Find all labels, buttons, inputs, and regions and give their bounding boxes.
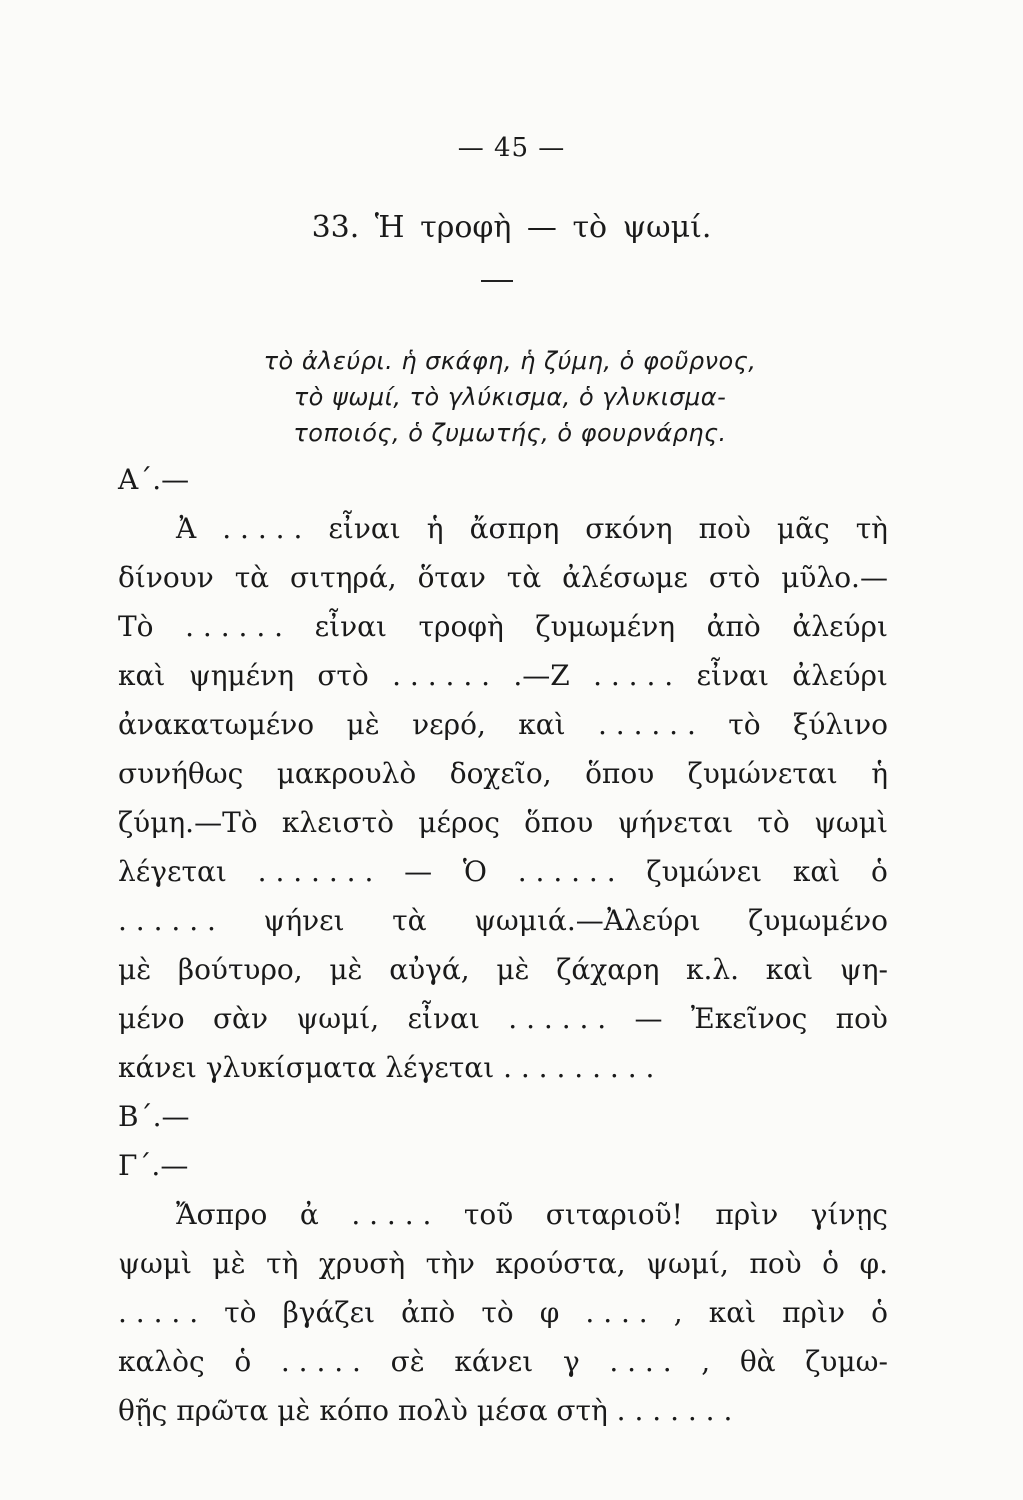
word: ψη-	[839, 953, 888, 986]
word: τὴν	[425, 1247, 475, 1280]
word: κάνει	[454, 1345, 534, 1378]
word: ζυμωμένο	[748, 904, 888, 937]
word: ,	[701, 1345, 711, 1378]
word: . . . . . .	[517, 855, 616, 888]
word: φ.	[859, 1247, 888, 1280]
word: ψημένη	[188, 659, 294, 692]
word: μὲ	[496, 953, 530, 986]
word: ψωμὶ	[813, 806, 888, 839]
word: αὐγά,	[389, 953, 470, 986]
word: τὰ	[234, 561, 270, 594]
word: ψωμιά.—Ἀλεύρι	[473, 904, 701, 937]
poem-line	[118, 1190, 888, 1239]
word: κ.λ.	[686, 953, 740, 986]
word: πρὶν	[782, 1296, 846, 1329]
word: μὲ	[212, 1247, 246, 1280]
text-line	[118, 749, 888, 798]
word: καὶ	[708, 1296, 757, 1329]
word: κλειστὸ	[281, 806, 395, 839]
word: δοχεῖο,	[449, 757, 552, 790]
word: ψωμί,	[646, 1247, 729, 1280]
text-line	[118, 602, 888, 651]
word: μέρος	[418, 806, 500, 839]
word: σὲ	[390, 1345, 425, 1378]
text-line	[118, 896, 888, 945]
word: καὶ	[792, 855, 841, 888]
word: τὴ	[855, 512, 888, 545]
word: . . . . .	[222, 512, 303, 545]
section-a-heading: Α΄.—	[118, 463, 190, 496]
word: τὸ	[728, 708, 761, 741]
exercise-text	[118, 455, 888, 1435]
word: ἀ	[299, 1198, 319, 1231]
word: . . . . .	[118, 1296, 199, 1329]
word: . . . . . . .	[257, 855, 374, 888]
poem-line	[118, 1288, 888, 1337]
word: ἀπὸ	[401, 1296, 456, 1329]
text-line	[118, 504, 888, 553]
text-line	[118, 945, 888, 994]
word: ὁ	[871, 1296, 888, 1329]
word: εἶναι	[696, 659, 769, 692]
lesson-title: 33. Ἡ τροφὴ — τὸ ψωμί.	[311, 210, 712, 245]
word: καὶ	[518, 708, 566, 741]
word: . . . . . .	[118, 904, 216, 937]
word: γίνῃς	[810, 1198, 888, 1231]
word: ψωμί,	[296, 1002, 380, 1035]
vocabulary-line: τὸ ἀλεύρι. ἡ σκάφη, ἡ ζύμη, ὁ φοῦρνος,	[263, 347, 757, 375]
word: μένο	[118, 1002, 185, 1035]
word: —	[404, 855, 433, 888]
word: Ἐκεῖνος	[690, 1002, 808, 1035]
word: γ	[562, 1345, 580, 1378]
word: στὸ	[317, 659, 369, 692]
section-c-heading: Γ΄.—	[118, 1149, 189, 1182]
word: ἡ	[871, 757, 888, 790]
word: ὅπου	[524, 806, 594, 839]
text-line	[118, 651, 888, 700]
word: ψήνεται	[617, 806, 734, 839]
word: . . . . .	[593, 659, 674, 692]
word: Τὸ	[118, 610, 154, 643]
word: τροφὴ	[418, 610, 504, 643]
word: . . . . . .	[185, 610, 284, 643]
word: ζυμω-	[805, 1345, 888, 1378]
word: ἀνακατωμένο	[118, 708, 315, 741]
word: Ἀ	[176, 512, 197, 545]
word: ψωμὶ	[118, 1247, 192, 1280]
section-b-heading: Β΄.—	[118, 1100, 190, 1133]
text-line	[118, 553, 888, 602]
word: μὲ	[329, 953, 363, 986]
text-line	[118, 700, 888, 749]
word: ἀλεύρι	[792, 610, 888, 643]
word: βούτυρο,	[177, 953, 303, 986]
word: ἄσπρη	[469, 512, 560, 545]
word: χρυσὴ	[318, 1247, 406, 1280]
word: . . . . .	[351, 1198, 432, 1231]
text-line	[118, 798, 888, 847]
word: ζυμώνεται	[687, 757, 838, 790]
word: εἶναι	[407, 1002, 480, 1035]
page-number: — 45 —	[457, 133, 566, 163]
word: ζάχαρη	[556, 953, 660, 986]
word: ζυμωμένη	[535, 610, 676, 643]
word: μακρουλὸ	[276, 757, 417, 790]
word: σκόνη	[585, 512, 673, 545]
word: ποὺ	[749, 1247, 802, 1280]
word: εἶναι	[314, 610, 387, 643]
vocabulary-line: τὸ ψωμί, τὸ γλύκισμα, ὁ γλυκισμα-	[293, 383, 727, 411]
title-divider	[481, 280, 513, 282]
word: ὅπου	[585, 757, 655, 790]
word: καὶ	[765, 953, 814, 986]
word: λέγεται	[118, 855, 227, 888]
word: τοῦ	[463, 1198, 514, 1231]
word: . . . . . .	[597, 708, 696, 741]
word: τὰ	[506, 561, 542, 594]
word: ἡ	[426, 512, 444, 545]
word: ζύμη.—Τὸ	[118, 806, 258, 839]
word: .—Ζ	[513, 659, 570, 692]
poem-line	[118, 1337, 888, 1386]
word: ὁ	[871, 855, 888, 888]
text-line	[118, 994, 888, 1043]
word: σιταριοῦ!	[545, 1198, 683, 1231]
word: εἶναι	[328, 512, 401, 545]
word: ὁ	[822, 1247, 840, 1280]
word: ξύλινο	[792, 708, 888, 741]
word: ἀλεύρι	[792, 659, 888, 692]
word: . . . . .	[280, 1345, 361, 1378]
word: ζυμώνει	[646, 855, 763, 888]
word: ὅταν	[417, 561, 486, 594]
word: ποὺ	[698, 512, 751, 545]
word: καλὸς	[118, 1345, 205, 1378]
word: ψήνει	[263, 904, 345, 937]
word: ,	[673, 1296, 683, 1329]
word: ἀπὸ	[706, 610, 761, 643]
text-line	[118, 847, 888, 896]
word: . . . . . .	[508, 1002, 607, 1035]
word: σὰν	[212, 1002, 268, 1035]
word: Ἄσπρο	[176, 1198, 268, 1231]
word: τὸ	[224, 1296, 257, 1329]
word: στὸ	[708, 561, 761, 594]
text-line: κάνει γλυκίσματα λέγεται . . . . . . . . .	[118, 1051, 655, 1084]
poem-line	[118, 1239, 888, 1288]
word: δίνουν	[118, 561, 214, 594]
word: μῦλο.—	[781, 561, 888, 594]
word: θὰ	[739, 1345, 776, 1378]
word: —	[634, 1002, 663, 1035]
word: καὶ	[118, 659, 166, 692]
word: ποὺ	[835, 1002, 888, 1035]
word: κρούστα,	[495, 1247, 626, 1280]
word: μὲ	[346, 708, 380, 741]
word: . . . .	[585, 1296, 648, 1329]
word: φ	[539, 1296, 560, 1329]
word: . . . . . .	[392, 659, 491, 692]
word: τὸ	[757, 806, 790, 839]
word: ἀλέσωμε	[562, 561, 688, 594]
word: βγάζει	[282, 1296, 376, 1329]
word: μὲ	[118, 953, 152, 986]
word: μᾶς	[776, 512, 830, 545]
word: σιτηρά,	[290, 561, 397, 594]
word: ὁ	[234, 1345, 252, 1378]
word: πρὶν	[715, 1198, 779, 1231]
word: νερό,	[412, 708, 486, 741]
word: τὸ	[481, 1296, 514, 1329]
vocabulary-line: τοποιός, ὁ ζυμωτής, ὁ φουρνάρης.	[293, 419, 727, 447]
vocabulary-list	[150, 343, 870, 451]
word: συνήθως	[118, 757, 244, 790]
word: τὰ	[392, 904, 427, 937]
word: . . . .	[609, 1345, 672, 1378]
word: τὴ	[266, 1247, 299, 1280]
poem-line: θῇς πρῶτα μὲ κόπο πολὺ μέσα στὴ . . . . . . .	[118, 1394, 733, 1427]
word: Ὁ	[462, 855, 487, 888]
